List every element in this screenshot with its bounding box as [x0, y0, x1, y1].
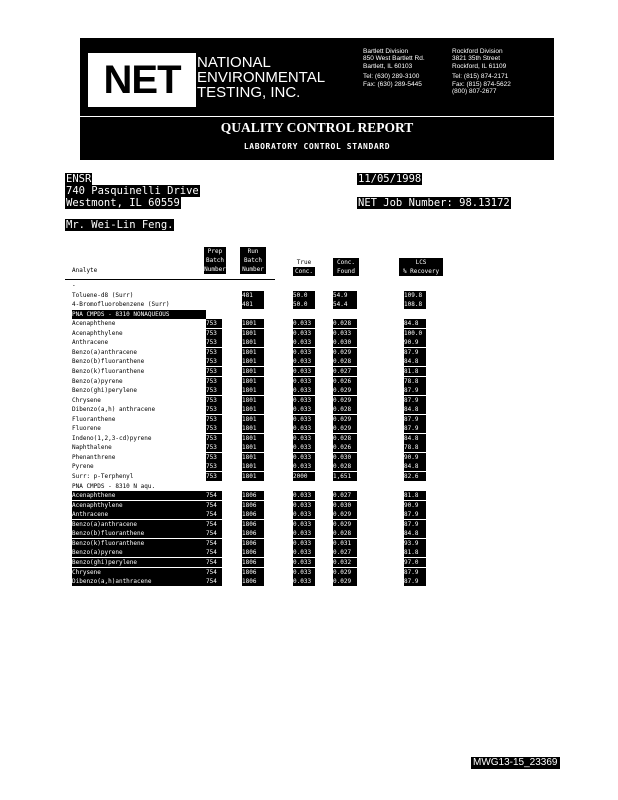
- run-cell: 1801: [242, 319, 264, 328]
- analyte-name: Naphthalene: [72, 444, 112, 452]
- found-cell: 0.026: [333, 377, 357, 386]
- rec-cell: 84.8: [404, 434, 426, 443]
- found-cell: 0.027: [333, 548, 357, 557]
- analyte-name: PNA CMPDS - 8310 NONAQUEOUS: [72, 310, 206, 319]
- prep-cell: 753: [206, 367, 222, 376]
- analyte-name: PNA CMPDS - 8310 N aqu.: [72, 482, 156, 490]
- run-cell: 1801: [242, 472, 264, 481]
- true-cell: 0.033: [293, 539, 315, 548]
- report-date: 11/05/1998: [358, 173, 422, 185]
- rec-cell: 90.9: [404, 453, 426, 462]
- rec-cell: 87.9: [404, 568, 426, 577]
- run-cell: 1806: [242, 558, 264, 567]
- found-cell: 0.026: [333, 443, 357, 452]
- found-cell: 54.4: [333, 300, 357, 309]
- run-cell: 1801: [242, 357, 264, 366]
- run-cell: 1801: [242, 462, 264, 471]
- analyte-name: Benzo(b)fluoranthene: [72, 358, 145, 366]
- prep-cell: 753: [206, 377, 222, 386]
- analyte-name: Chrysene: [72, 568, 206, 577]
- found-cell: 0.029: [333, 568, 357, 577]
- analyte-name: Benzo(k)fluoranthene: [72, 367, 145, 375]
- true-cell: 0.033: [293, 424, 315, 433]
- prep-cell: 753: [206, 472, 222, 481]
- rec-cell: 82.6: [404, 472, 426, 481]
- true-cell: 0.033: [293, 319, 315, 328]
- analyte-name: Acenaphthene: [72, 491, 206, 500]
- true-conc-header: True Conc.: [294, 259, 314, 275]
- prep-cell: 753: [206, 396, 222, 405]
- rec-cell: 87.9: [404, 577, 426, 586]
- rec-cell: 108.8: [404, 300, 426, 309]
- prep-cell: 753: [206, 415, 222, 424]
- rec-cell: 100.0: [404, 329, 426, 338]
- rec-cell: 78.8: [404, 377, 426, 386]
- true-cell: 0.033: [293, 568, 315, 577]
- run-cell: 1801: [242, 348, 264, 357]
- rec-cell: 87.9: [404, 520, 426, 529]
- prep-cell: 754: [206, 501, 222, 510]
- analyte-name: Fluorene: [72, 425, 101, 433]
- analyte-header: Analyte: [72, 267, 98, 274]
- analyte-name: -: [72, 282, 76, 289]
- true-cell: 0.033: [293, 491, 315, 500]
- rec-cell: 81.8: [404, 491, 426, 500]
- true-cell: 50.0: [293, 300, 315, 309]
- true-cell: 0.033: [293, 357, 315, 366]
- prep-cell: 753: [206, 443, 222, 452]
- analyte-name: Indeno(1,2,3-cd)pyrene: [72, 434, 152, 442]
- rockford-division-address: Rockford Division 3821 35th Street Rockford, IL 61109 Tel: (815) 874-2171 Fax: (815) 874-5622 (800) 807-2677: [452, 48, 511, 96]
- run-cell: 1801: [242, 329, 264, 338]
- found-cell: 0.030: [333, 338, 357, 347]
- found-cell: 0.029: [333, 520, 357, 529]
- rec-cell: 81.8: [404, 548, 426, 557]
- rec-cell: 87.9: [404, 415, 426, 424]
- analyte-name: Anthracene: [72, 510, 206, 519]
- rec-cell: 84.8: [404, 319, 426, 328]
- run-cell: 1806: [242, 548, 264, 557]
- run-cell: 1801: [242, 367, 264, 376]
- run-cell: 1801: [242, 443, 264, 452]
- run-cell: 1801: [242, 405, 264, 414]
- rec-cell: 87.9: [404, 386, 426, 395]
- client-address-block: [65, 173, 200, 231]
- true-cell: 0.033: [293, 405, 315, 414]
- run-cell: 1801: [242, 338, 264, 347]
- analyte-name: Acenaphthylene: [72, 501, 206, 510]
- true-cell: 0.033: [293, 520, 315, 529]
- true-cell: 0.033: [293, 529, 315, 538]
- report-title: QUALITY CONTROL REPORT: [220, 120, 414, 135]
- report-subtitle: LABORATORY CONTROL STANDARD: [243, 142, 391, 151]
- analyte-name: Dibenzo(a,h) anthracene: [72, 406, 156, 414]
- found-cell: 0.029: [333, 577, 357, 586]
- run-cell: 1801: [242, 396, 264, 405]
- true-cell: 0.033: [293, 386, 315, 395]
- analyte-name: Pyrene: [72, 463, 94, 471]
- found-cell: 0.028: [333, 357, 357, 366]
- true-cell: 0.033: [293, 338, 315, 347]
- true-cell: 0.033: [293, 510, 315, 519]
- rec-cell: 87.9: [404, 396, 426, 405]
- analyte-name: Benzo(ghi)perylene: [72, 558, 206, 567]
- run-cell: 1806: [242, 510, 264, 519]
- found-cell: 0.028: [333, 434, 357, 443]
- analyte-name: Dibenzo(a,h)anthracene: [72, 577, 206, 586]
- conc-found-header: Conc. Found: [333, 258, 359, 276]
- analyte-name: Toluene-d8 (Surr): [72, 291, 134, 299]
- found-cell: 0.028: [333, 405, 357, 414]
- run-batch-header: Run Batch Number: [240, 247, 266, 274]
- found-cell: 0.031: [333, 539, 357, 548]
- prep-cell: 753: [206, 338, 222, 347]
- prep-cell: 753: [206, 424, 222, 433]
- run-cell: 1806: [242, 491, 264, 500]
- prep-cell: 754: [206, 548, 222, 557]
- found-cell: 0.029: [333, 396, 357, 405]
- analyte-name: Fluoranthene: [72, 415, 116, 423]
- prep-cell: 753: [206, 348, 222, 357]
- analyte-name: Benzo(a)anthracene: [72, 520, 206, 529]
- analyte-name: Benzo(a)pyrene: [72, 377, 123, 385]
- analyte-name: 4-Bromofluorobenzene (Surr): [72, 301, 170, 309]
- analyte-name: Surr: p-Terphenyl: [72, 473, 134, 480]
- run-cell: 1806: [242, 501, 264, 510]
- rec-cell: 90.9: [404, 501, 426, 510]
- true-cell: 50.0: [293, 291, 315, 300]
- true-cell: 0.033: [293, 415, 315, 424]
- prep-cell: 753: [206, 319, 222, 328]
- found-cell: 0.028: [333, 529, 357, 538]
- prep-cell: 753: [206, 453, 222, 462]
- letterhead-banner: [80, 38, 554, 160]
- true-cell: 0.033: [293, 558, 315, 567]
- found-cell: 54.9: [333, 291, 357, 300]
- prep-cell: 753: [206, 386, 222, 395]
- true-cell: 0.033: [293, 462, 315, 471]
- analyte-name: Acenaphthene: [72, 320, 116, 328]
- found-cell: 0.033: [333, 329, 357, 338]
- found-cell: 0.027: [333, 367, 357, 376]
- run-cell: 1801: [242, 424, 264, 433]
- run-cell: 1806: [242, 529, 264, 538]
- rec-cell: 93.9: [404, 539, 426, 548]
- prep-cell: 754: [206, 539, 222, 548]
- lcs-recovery-header: LCS % Recovery: [399, 258, 443, 276]
- run-cell: 1806: [242, 577, 264, 586]
- analyte-name: Benzo(k)fluoranthene: [72, 539, 206, 548]
- rec-cell: 81.8: [404, 367, 426, 376]
- run-cell: 1806: [242, 520, 264, 529]
- client-city: Westmont, IL 60559: [66, 197, 180, 209]
- analyte-name: Benzo(a)pyrene: [72, 548, 206, 557]
- prep-cell: 754: [206, 520, 222, 529]
- prep-cell: 753: [206, 434, 222, 443]
- found-cell: 0.030: [333, 453, 357, 462]
- rec-cell: 78.8: [404, 443, 426, 452]
- true-cell: 2000: [293, 472, 315, 481]
- found-cell: 0.027: [333, 491, 357, 500]
- found-cell: 0.029: [333, 348, 357, 357]
- prep-cell: 753: [206, 329, 222, 338]
- true-cell: 0.033: [293, 329, 315, 338]
- run-cell: 1801: [242, 386, 264, 395]
- job-number: NET Job Number: 98.13172: [358, 197, 510, 209]
- prep-cell: 754: [206, 568, 222, 577]
- true-cell: 0.033: [293, 548, 315, 557]
- true-cell: 0.033: [293, 577, 315, 586]
- found-cell: 0.029: [333, 510, 357, 519]
- found-cell: 0.029: [333, 415, 357, 424]
- rec-cell: 87.9: [404, 510, 426, 519]
- rec-cell: 84.8: [404, 405, 426, 414]
- true-cell: 0.033: [293, 377, 315, 386]
- rec-cell: 109.8: [404, 291, 426, 300]
- analyte-name: Phenanthrene: [72, 453, 116, 461]
- true-cell: 0.033: [293, 367, 315, 376]
- run-cell: 1801: [242, 377, 264, 386]
- run-cell: 1806: [242, 568, 264, 577]
- analyte-name: Benzo(b)fluoranthene: [72, 529, 206, 538]
- found-cell: 0.029: [333, 424, 357, 433]
- header-rule: [65, 279, 275, 280]
- rec-cell: 84.8: [404, 462, 426, 471]
- true-cell: 0.033: [293, 348, 315, 357]
- prep-cell: 754: [206, 510, 222, 519]
- run-cell: 1806: [242, 539, 264, 548]
- prep-cell: 753: [206, 357, 222, 366]
- prep-cell: 754: [206, 577, 222, 586]
- job-info-block: [357, 173, 511, 209]
- prep-cell: 754: [206, 558, 222, 567]
- net-logo: NET: [88, 53, 196, 107]
- true-cell: 0.033: [293, 453, 315, 462]
- client-street: 740 Pasquinelli Drive: [66, 185, 199, 197]
- run-cell: 481: [242, 300, 264, 309]
- run-cell: 481: [242, 291, 264, 300]
- bartlett-division-address: Bartlett Division 850 West Bartlett Rd. Bartlett, IL 60103 Tel: (630) 289-3100 Fax: (630) 289-5445: [363, 48, 425, 88]
- prep-cell: 754: [206, 491, 222, 500]
- company-name: NATIONAL ENVIRONMENTAL TESTING, INC.: [197, 54, 326, 101]
- true-cell: 0.033: [293, 501, 315, 510]
- analyte-name: Chrysene: [72, 396, 101, 404]
- document-id: MWG13-15_23369: [473, 757, 558, 768]
- analyte-name: Benzo(ghi)perylene: [72, 387, 138, 395]
- analyte-name: Acenaphthylene: [72, 329, 123, 337]
- analyte-name: Benzo(a)anthracene: [72, 348, 138, 356]
- rec-cell: 84.8: [404, 529, 426, 538]
- client-attention: Mr. Wei-Lin Feng.: [66, 219, 174, 231]
- client-name: ENSR: [66, 173, 92, 185]
- rec-cell: 87.9: [404, 348, 426, 357]
- found-cell: 0.029: [333, 386, 357, 395]
- true-cell: 0.033: [293, 443, 315, 452]
- prep-cell: 753: [206, 462, 222, 471]
- rec-cell: 87.9: [404, 424, 426, 433]
- found-cell: 1,651: [333, 472, 357, 481]
- true-cell: 0.033: [293, 434, 315, 443]
- rec-cell: 90.9: [404, 338, 426, 347]
- banner-divider: [80, 116, 554, 117]
- found-cell: 0.030: [333, 501, 357, 510]
- rec-cell: 84.8: [404, 357, 426, 366]
- true-cell: 0.033: [293, 396, 315, 405]
- found-cell: 0.028: [333, 319, 357, 328]
- analyte-name: Anthracene: [72, 339, 109, 347]
- run-cell: 1801: [242, 415, 264, 424]
- prep-cell: 753: [206, 405, 222, 414]
- rec-cell: 97.0: [404, 558, 426, 567]
- found-cell: 0.028: [333, 462, 357, 471]
- run-cell: 1801: [242, 453, 264, 462]
- registered-mark-icon: ®: [184, 94, 195, 105]
- prep-cell: 754: [206, 529, 222, 538]
- prep-batch-header: Prep Batch Number: [204, 248, 226, 273]
- run-cell: 1801: [242, 434, 264, 443]
- found-cell: 0.032: [333, 558, 357, 567]
